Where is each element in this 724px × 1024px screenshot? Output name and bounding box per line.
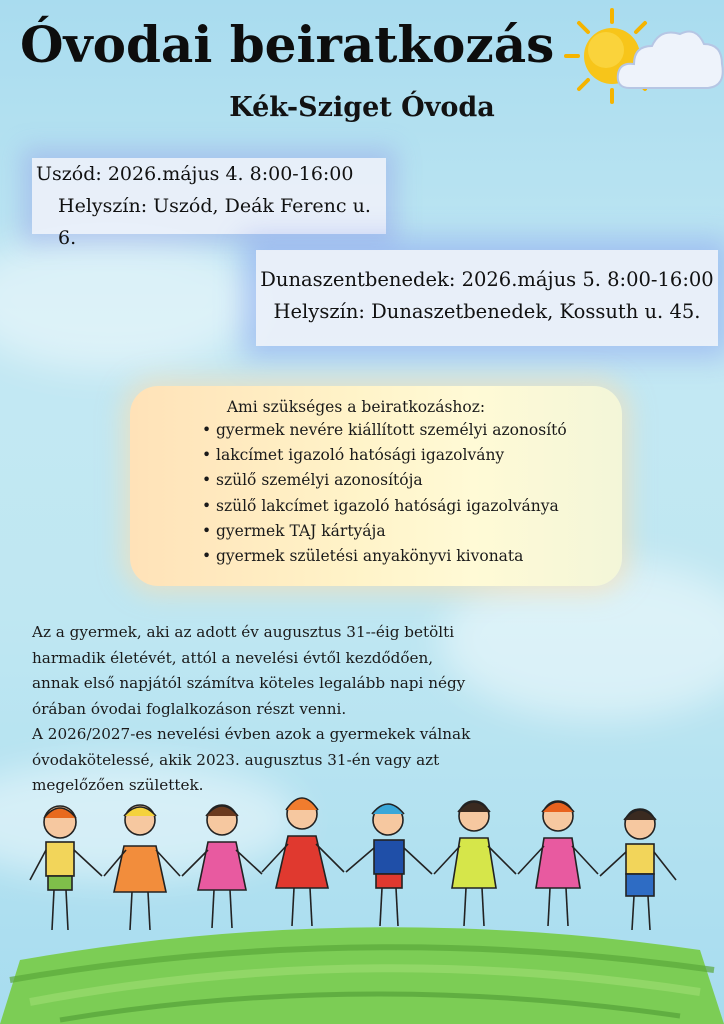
requirements-box [130, 386, 622, 586]
list-item [202, 519, 622, 544]
list-item [202, 443, 622, 468]
grass [0, 927, 724, 1024]
list-item [202, 544, 622, 569]
requirements-list [130, 418, 622, 569]
info-text [32, 620, 472, 799]
dunaszentbenedek-date: Dunaszentbenedek: 2026.május 5. 8:00-16:00 [260, 268, 714, 291]
child-7 [518, 801, 598, 926]
list-item-text: szülő lakcímet igazoló hatósági igazolványa [216, 496, 559, 515]
bullet-icon: • [202, 421, 212, 439]
child-8 [600, 809, 676, 930]
child-1 [30, 806, 102, 930]
child-5 [346, 804, 432, 926]
list-item-text: gyermek TAJ kártyája [216, 521, 386, 540]
cloud-icon [616, 22, 724, 96]
bullet-icon: • [202, 446, 212, 465]
bullet-icon: • [202, 547, 212, 566]
children-illustration [0, 780, 724, 1024]
list-item-text: szülő személyi azonosítója [216, 471, 423, 490]
page-subtitle: Kék-Sziget Óvoda [229, 92, 495, 123]
list-item-text: gyermek nevére kiállított személyi azonosító [216, 421, 567, 439]
child-6 [434, 801, 516, 926]
page-title: Óvodai beiratkozás [20, 15, 555, 74]
info-paragraph-2: A 2026/2027-es nevelési évben azok a gyermekek válnak óvodakötelessé, akik 2023. augusztus 31-én vagy azt megelőzően születtek. [32, 725, 471, 794]
requirements-heading: Ami szükséges a beiratkozáshoz: [226, 398, 486, 416]
info-paragraph-1: Az a gyermek, aki az adott év augusztus 31--éig betölti harmadik életévét, attól a nevelési évtől kezdődően, annak első napjától számítva köteles legalább napi négy órában óvodai foglalkozáson részt venni. [32, 623, 466, 718]
child-figures [30, 798, 676, 930]
dunaszentbenedek-location: Helyszín: Dunaszetbenedek, Kossuth u. 45. [273, 300, 701, 323]
uszod-location: Helyszín: Uszód, Deák Ferenc u. 6. [58, 195, 371, 249]
list-item [202, 418, 622, 443]
bullet-icon: • [202, 521, 212, 540]
list-item-text: gyermek születési anyakönyvi kivonata [216, 547, 524, 566]
child-2 [104, 805, 180, 930]
uszod-date: Uszód: 2026.május 4. 8:00-16:00 [36, 163, 354, 185]
bullet-icon: • [202, 496, 212, 515]
dunaszentbenedek-info-box [256, 250, 718, 346]
bullet-icon: • [202, 471, 212, 490]
child-3 [182, 805, 262, 928]
child-4 [262, 798, 344, 926]
list-item-text: lakcímet igazoló hatósági igazolvány [216, 446, 505, 465]
list-item [202, 468, 622, 493]
uszod-info-box [32, 158, 386, 249]
list-item [202, 494, 622, 519]
